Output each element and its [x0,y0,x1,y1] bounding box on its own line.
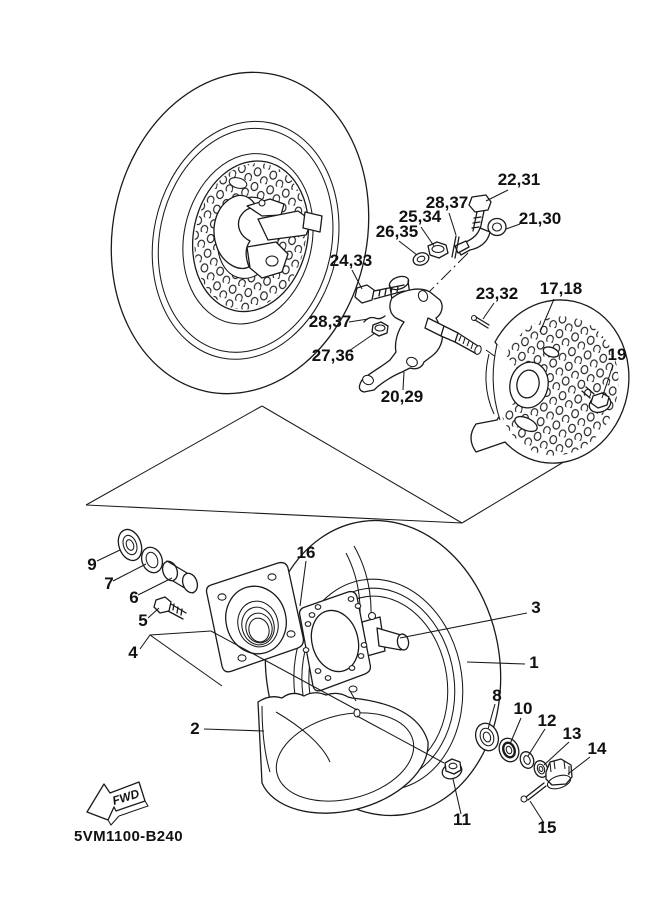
bolt-24-head [355,285,374,303]
part-label-2: 2 [190,719,200,738]
bearing-8 [472,720,502,754]
spindle-tip [474,345,483,356]
part-label-20-29: 20,29 [380,387,424,406]
collar-6 [160,559,200,595]
cotter-pin-15 [521,783,546,802]
part-label-28-37-top: 28,37 [425,193,469,212]
rim-stud-hole [354,709,360,717]
plane-edge-bottom [86,505,462,523]
part-label-14: 14 [587,739,607,758]
hub-hole3 [287,631,295,637]
oil-seal-10 [496,735,522,764]
part-label-19: 19 [607,345,627,364]
castle-nut-14 [546,759,573,791]
part-label-1: 1 [529,653,539,672]
bolt-22-head [469,195,491,212]
part-label-23-32: 23,32 [475,284,519,303]
part-label-9: 9 [87,555,97,574]
washer-12 [518,750,536,770]
tie-rod-end-ring-hole [493,223,502,231]
rim-outline [258,693,428,813]
cotter-pin-23 [475,317,489,328]
part-label-12: 12 [537,711,557,730]
part-label-10: 10 [513,699,533,718]
diagram-code: 5VM1100-B240 [74,828,184,845]
part-label-4: 4 [128,643,138,662]
fwd-arrow-label: FWD [110,786,141,808]
part-label-13: 13 [562,724,582,743]
fwd-arrow-icon [87,782,148,825]
part-label-25-34: 25,34 [398,207,442,226]
part-label-7: 7 [104,574,114,593]
disc-mount-plate-16 [300,592,371,691]
hub-hole4 [238,655,246,661]
nut-25-face [432,246,444,253]
part-label-27-36: 27,36 [311,346,355,365]
part-label-21-30: 21,30 [518,209,562,228]
part-label-11: 11 [453,810,471,829]
part-label-5: 5 [138,611,148,630]
axle-top-bolt [369,613,376,620]
part-label-16: 16 [296,543,316,562]
part-label-17-18: 17,18 [539,279,583,298]
wheel-hub-4 [207,563,304,672]
part-label-15: 15 [537,818,557,837]
tie-rod-installed [303,212,322,232]
hub-installed-hole [266,256,278,266]
part-label-26-35: 26,35 [375,222,419,241]
part-label-28-37-left: 28,37 [308,312,352,331]
spindle-step2 [441,326,458,342]
axle-small-parts [440,720,572,802]
hub-bearing-group [114,526,370,691]
part-label-3: 3 [531,598,541,617]
plane-edge-left [86,406,262,505]
cotter-pin-23-eye [472,316,477,321]
bolt-22-shaft [472,211,484,231]
part-label-24-33: 24,33 [329,251,373,270]
tierod-centerline [426,253,468,295]
nut-27-face [375,325,385,331]
caliper-bolt-head [259,200,265,206]
part-label-22-31: 22,31 [497,170,541,189]
wheel-rim-group [258,686,428,815]
hub-hole1 [218,594,226,600]
hub-hole2 [268,574,276,580]
plane-edge-diagonal [262,406,462,523]
part-label-8: 8 [492,686,502,705]
part-label-6: 6 [129,588,139,607]
axle-stub-group [362,613,410,657]
